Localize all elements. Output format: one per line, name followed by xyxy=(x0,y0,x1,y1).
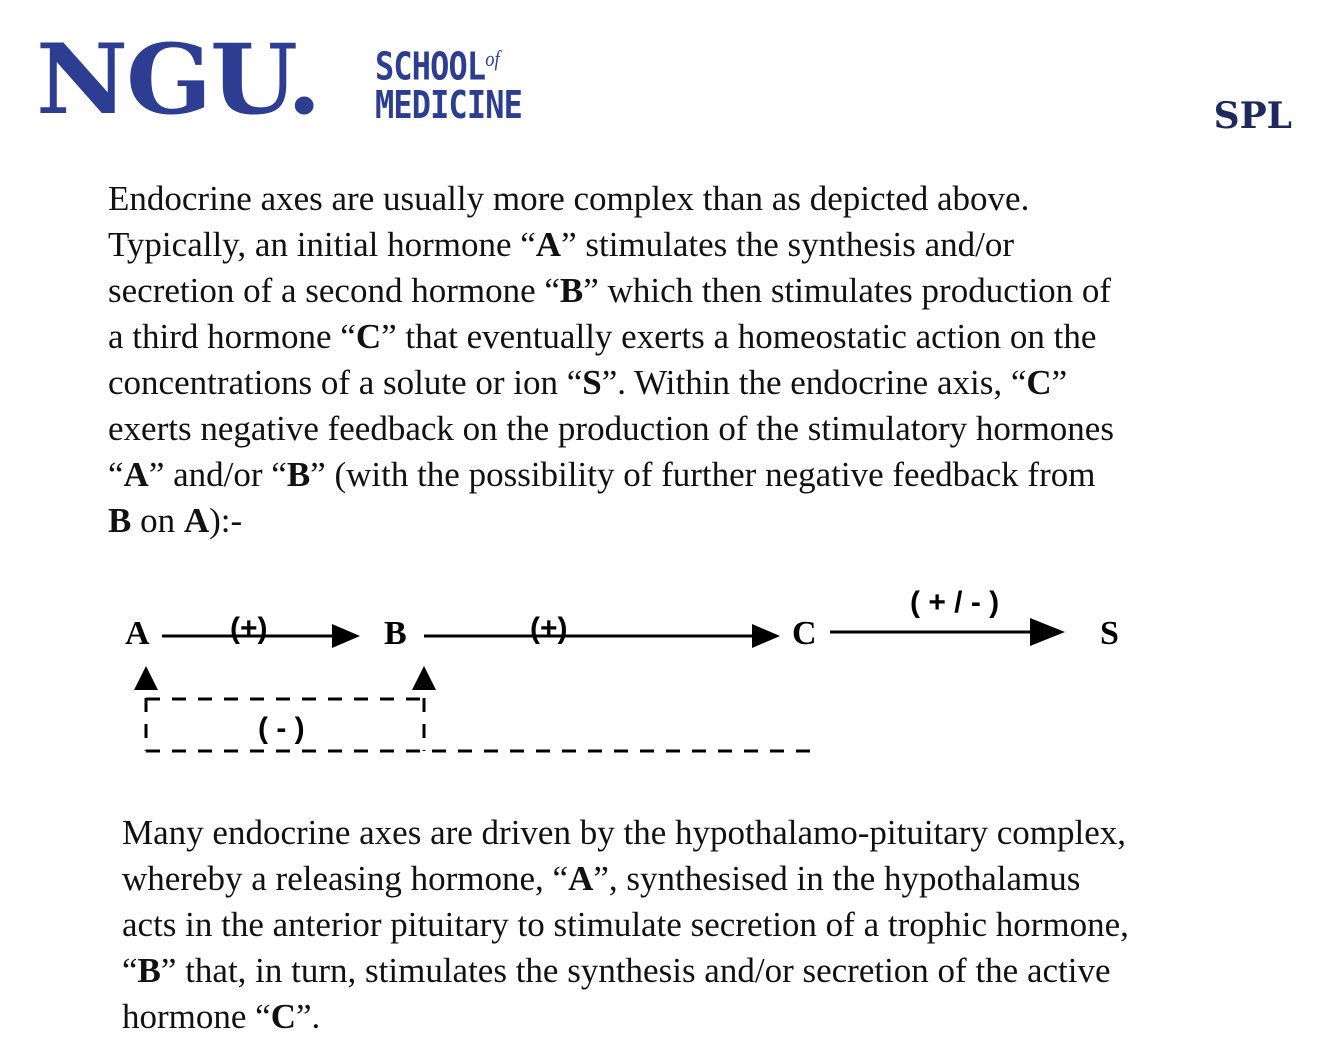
node-a-label: A xyxy=(125,615,150,652)
text-line: a third hormone “C” that eventually exerts a homeostatic action on the xyxy=(108,317,1097,356)
endocrine-axis-diagram xyxy=(110,570,1160,770)
school-logo xyxy=(36,23,523,136)
text-line: acts in the anterior pituitary to stimulate secretion of a trophic hormone, xyxy=(122,905,1129,944)
edge-label-a-to-b: (+) xyxy=(230,612,268,645)
text-line: whereby a releasing hormone, “A”, synthesised in the hypothalamus xyxy=(122,859,1081,898)
edge-label-b-to-c: (+) xyxy=(530,612,568,645)
logo-school-name xyxy=(375,40,550,127)
logo-medicine-word: MEDICINE xyxy=(375,82,523,127)
text-line: secretion of a second hormone “B” which then stimulates production of xyxy=(108,271,1112,310)
node-s-label: S xyxy=(1100,615,1119,652)
logo-mark: NGU. xyxy=(36,23,320,136)
arrowhead-a-to-b xyxy=(332,624,360,648)
corner-label: SPL xyxy=(1213,95,1292,137)
text-line: hormone “C”. xyxy=(122,997,321,1036)
logo-school-line xyxy=(375,40,522,89)
text-line: Endocrine axes are usually more complex than as depicted above. xyxy=(108,179,1030,218)
feedback-arrowhead-b xyxy=(412,666,436,690)
arrowhead-c-to-s xyxy=(1030,618,1065,646)
feedback-label: ( - ) xyxy=(258,712,305,745)
negative-feedback-loop xyxy=(146,698,810,751)
node-b-label: B xyxy=(384,615,407,652)
text-line: Many endocrine axes are driven by the hypothalamo-pituitary complex, xyxy=(122,813,1126,852)
edge-label-c-to-s: ( + / - ) xyxy=(910,586,1000,619)
text-line: exerts negative feedback on the production of the stimulatory hormones xyxy=(108,409,1114,448)
paragraph-hypothalamo-pituitary xyxy=(122,810,1322,1040)
arrowhead-b-to-c xyxy=(752,624,780,648)
text-line: B on A):- xyxy=(108,501,243,540)
text-line: Typically, an initial hormone “A” stimulates the synthesis and/or xyxy=(108,225,1015,264)
text-line: “B” that, in turn, stimulates the synthesis and/or secretion of the active xyxy=(122,951,1111,990)
node-c-label: C xyxy=(792,615,817,652)
text-line: concentrations of a solute or ion “S”. Within the endocrine axis, “C” xyxy=(108,363,1068,402)
text-line: “A” and/or “B” (with the possibility of further negative feedback from xyxy=(108,455,1096,494)
logo-school-word: SCHOOL xyxy=(375,44,486,89)
logo-of-word: of xyxy=(485,46,500,71)
feedback-arrowhead-a xyxy=(134,666,158,690)
paragraph-axes-intro xyxy=(108,176,1308,544)
